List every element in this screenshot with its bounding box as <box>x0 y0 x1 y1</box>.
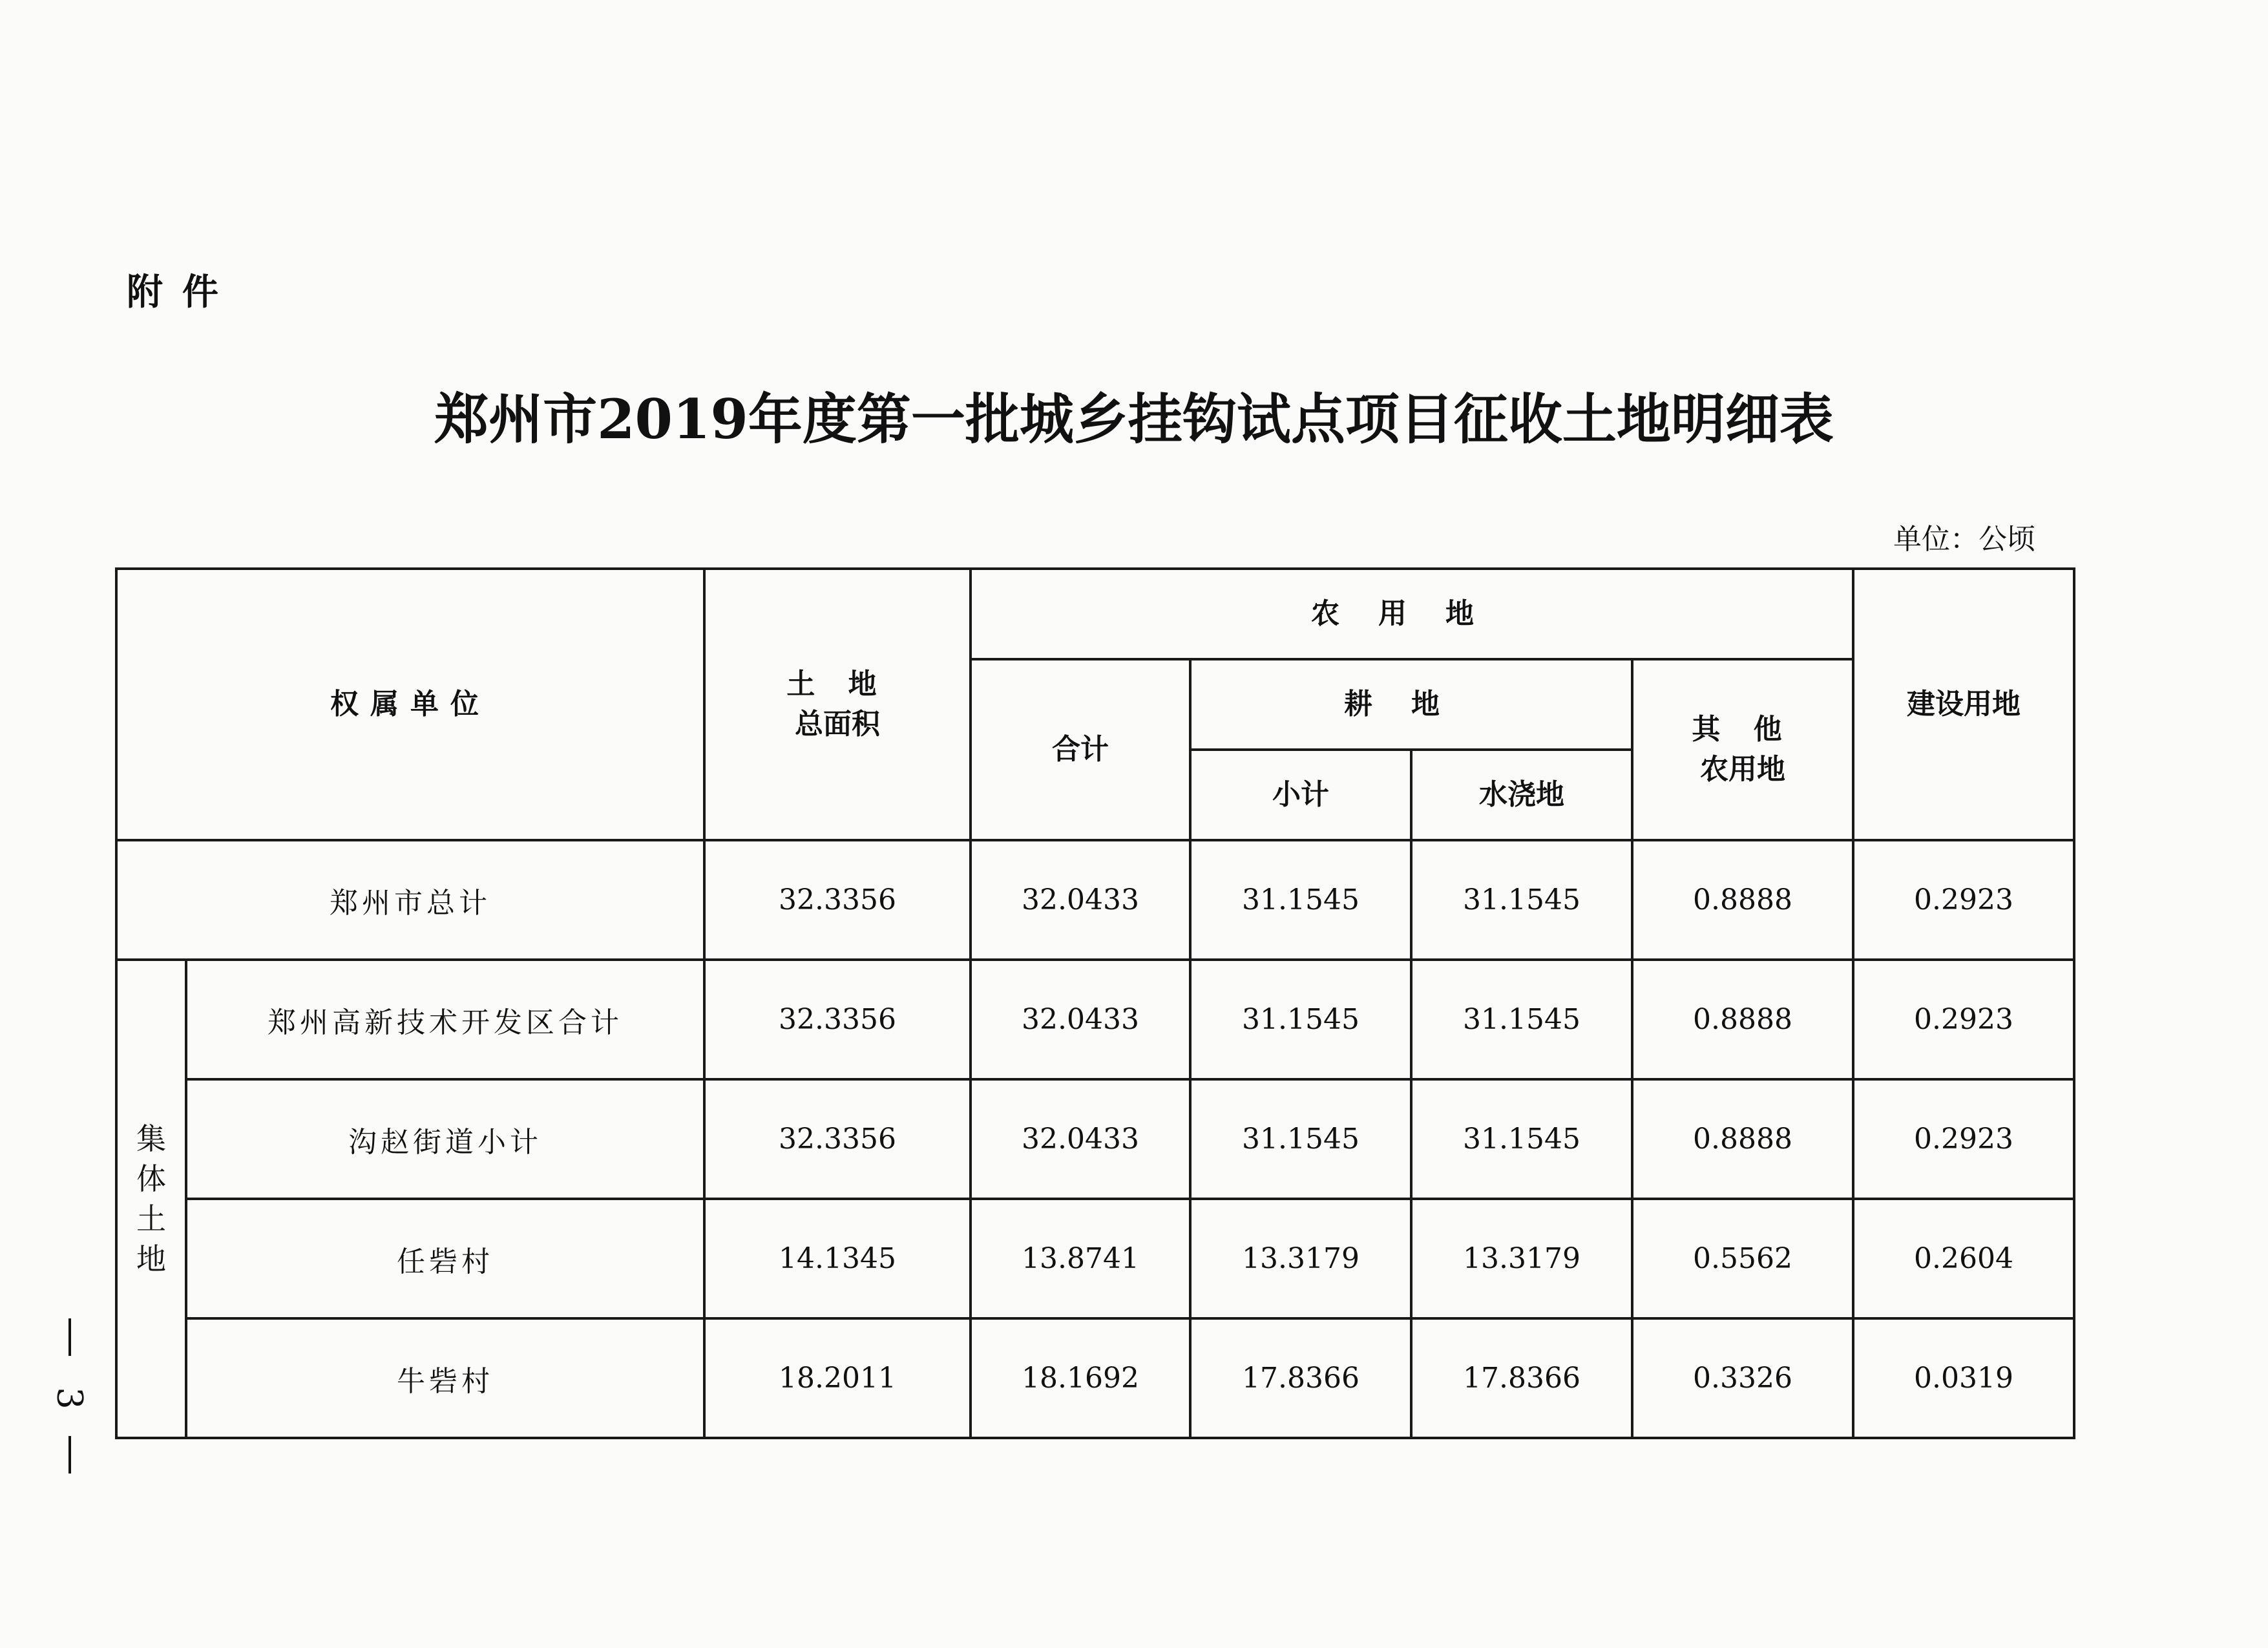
cell-cultivated-subtotal: 31.1545 <box>1190 960 1411 1079</box>
cell-cultivated-subtotal: 13.3179 <box>1190 1199 1411 1318</box>
header-other-agri-line2: 农用地 <box>1700 753 1785 786</box>
page-number-value: 3 <box>49 1387 90 1410</box>
cell-other-agri: 0.3326 <box>1632 1318 1853 1438</box>
header-cultivated-subtotal <box>1190 750 1411 840</box>
cell-total-area: 18.2011 <box>704 1318 971 1438</box>
document-title: 郑州市2019年度第一批城乡挂钩试点项目征收土地明细表 <box>434 387 1834 451</box>
group-label-collective-land <box>116 960 186 1438</box>
table-row <box>116 1318 2074 1438</box>
header-owner-unit-label: 权属单位 <box>330 688 490 721</box>
header-agri-sum <box>971 659 1190 840</box>
cell-construction: 0.2923 <box>1853 960 2074 1079</box>
land-detail-table <box>115 567 2075 1439</box>
table-row <box>116 1079 2074 1199</box>
header-cultivated-subtotal-label: 小计 <box>1272 778 1329 811</box>
cell-agri-total: 13.8741 <box>971 1199 1190 1318</box>
unit-note: 单位：公顷 <box>1893 523 2035 556</box>
cell-total-area: 32.3356 <box>704 960 971 1079</box>
header-irrigated-label: 水浇地 <box>1479 778 1564 811</box>
header-irrigated <box>1411 750 1632 840</box>
cell-other-agri: 0.8888 <box>1632 1079 1853 1199</box>
cell-irrigated: 31.1545 <box>1411 1079 1632 1199</box>
cell-agri-total: 32.0433 <box>971 840 1190 960</box>
cell-total-area: 32.3356 <box>704 840 971 960</box>
row-name: 沟赵街道小计 <box>186 1079 704 1199</box>
table-row <box>116 1199 2074 1318</box>
cell-irrigated: 31.1545 <box>1411 960 1632 1079</box>
header-other-agri-line1: 其 他 <box>1692 713 1794 746</box>
cell-other-agri: 0.5562 <box>1632 1199 1853 1318</box>
cell-construction: 0.2604 <box>1853 1199 2074 1318</box>
cell-irrigated: 31.1545 <box>1411 840 1632 960</box>
page-number-dash-top <box>68 1318 71 1356</box>
cell-total-area: 32.3356 <box>704 1079 971 1199</box>
header-cultivated-land <box>1190 659 1632 750</box>
header-cultivated-land-label: 耕地 <box>1344 688 1478 721</box>
cell-agri-total: 18.1692 <box>971 1318 1190 1438</box>
cell-agri-total: 32.0433 <box>971 1079 1190 1199</box>
attachment-label: 附件 <box>127 271 238 313</box>
header-row-1 <box>116 569 2074 659</box>
row-name: 郑州高新技术开发区合计 <box>186 960 704 1079</box>
group-label-text: 集体土地 <box>136 1121 166 1276</box>
cell-cultivated-subtotal: 31.1545 <box>1190 1079 1411 1199</box>
row-name: 牛砦村 <box>186 1318 704 1438</box>
page-number-dash-bottom <box>68 1436 71 1474</box>
cell-construction: 0.2923 <box>1853 840 2074 960</box>
header-agricultural-land-label: 农用地 <box>1311 597 1513 630</box>
cell-total-area: 14.1345 <box>704 1199 971 1318</box>
header-construction-land-label: 建设用地 <box>1907 688 2021 721</box>
cell-construction: 0.0319 <box>1853 1318 2074 1438</box>
header-construction-land <box>1853 569 2074 840</box>
cell-agri-total: 32.0433 <box>971 960 1190 1079</box>
page-number <box>50 1318 89 1474</box>
cell-other-agri: 0.8888 <box>1632 960 1853 1079</box>
header-agricultural-land <box>971 569 1853 659</box>
header-owner-unit <box>116 569 704 840</box>
header-total-area-line1: 土 地 <box>786 668 888 701</box>
cell-irrigated: 13.3179 <box>1411 1199 1632 1318</box>
table-row-total <box>116 840 2074 960</box>
table-row <box>116 960 2074 1079</box>
row-name: 郑州市总计 <box>116 840 704 960</box>
cell-construction: 0.2923 <box>1853 1079 2074 1199</box>
cell-other-agri: 0.8888 <box>1632 840 1853 960</box>
cell-irrigated: 17.8366 <box>1411 1318 1632 1438</box>
header-total-area-line2: 总面积 <box>795 708 880 741</box>
row-name: 任砦村 <box>186 1199 704 1318</box>
header-total-area <box>704 569 971 840</box>
cell-cultivated-subtotal: 17.8366 <box>1190 1318 1411 1438</box>
cell-cultivated-subtotal: 31.1545 <box>1190 840 1411 960</box>
header-agri-sum-label: 合计 <box>1052 733 1109 766</box>
header-other-agri <box>1632 659 1853 840</box>
